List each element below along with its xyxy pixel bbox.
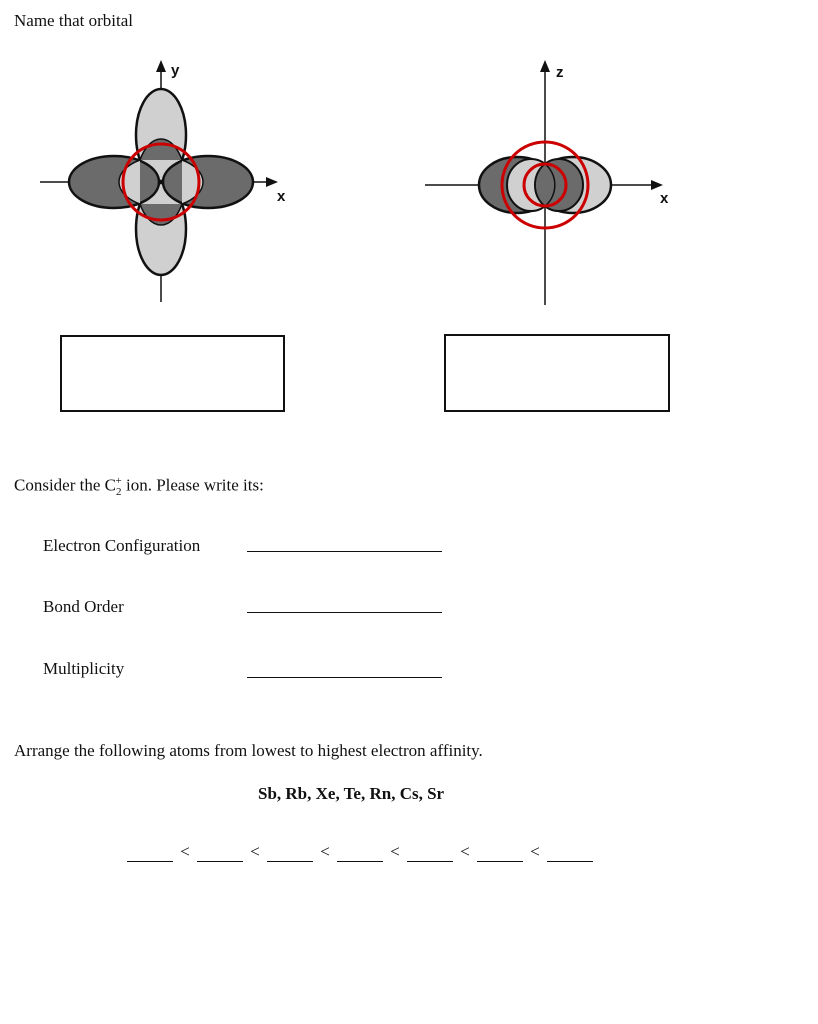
c2-question-prompt: Consider the $C_2^+$ ion. Please write its: (14, 475, 264, 499)
z-axis-label: z (556, 64, 564, 81)
less-than-sign: < (530, 842, 540, 861)
multiplicity-blank[interactable] (247, 677, 442, 678)
multiplicity-label: Multiplicity (43, 659, 125, 678)
atom-list: Sb, Rb, Xe, Te, Rn, Cs, Sr (258, 784, 445, 803)
orbital-diagram-1 (30, 55, 310, 310)
bond-order-blank[interactable] (247, 612, 442, 613)
y-axis-label: y (171, 62, 180, 79)
z-axis-arrow (540, 60, 550, 72)
orbital-diagram-2 (415, 55, 695, 310)
affinity-ranking-sequence (127, 842, 593, 862)
electron-configuration-label: Electron Configuration (43, 536, 201, 555)
electron-configuration-blank[interactable] (247, 551, 442, 552)
rank-blank-4[interactable] (337, 844, 383, 862)
x-axis-arrow (266, 177, 278, 187)
bond-order-label: Bond Order (43, 597, 124, 616)
less-than-sign: < (180, 842, 190, 861)
rank-blank-5[interactable] (407, 844, 453, 862)
lobe-left (69, 156, 159, 208)
lobe-right (163, 156, 253, 208)
x-axis-label-2: x (660, 190, 669, 207)
rank-blank-3[interactable] (267, 844, 313, 862)
rank-blank-6[interactable] (477, 844, 523, 862)
less-than-sign: < (320, 842, 330, 861)
less-than-sign: < (390, 842, 400, 861)
answer-box-orbital-2[interactable] (444, 334, 670, 412)
rank-blank-1[interactable] (127, 844, 173, 862)
less-than-sign: < (460, 842, 470, 861)
x-axis-arrow (651, 180, 663, 190)
x-axis-label: x (277, 188, 286, 205)
rank-blank-7[interactable] (547, 844, 593, 862)
less-than-sign: < (250, 842, 260, 861)
answer-box-orbital-1[interactable] (60, 335, 285, 412)
rank-blank-2[interactable] (197, 844, 243, 862)
affinity-question-prompt: Arrange the following atoms from lowest to highest electron affinity. (14, 741, 483, 760)
page-title: Name that orbital (14, 11, 133, 30)
y-axis-arrow (156, 60, 166, 72)
